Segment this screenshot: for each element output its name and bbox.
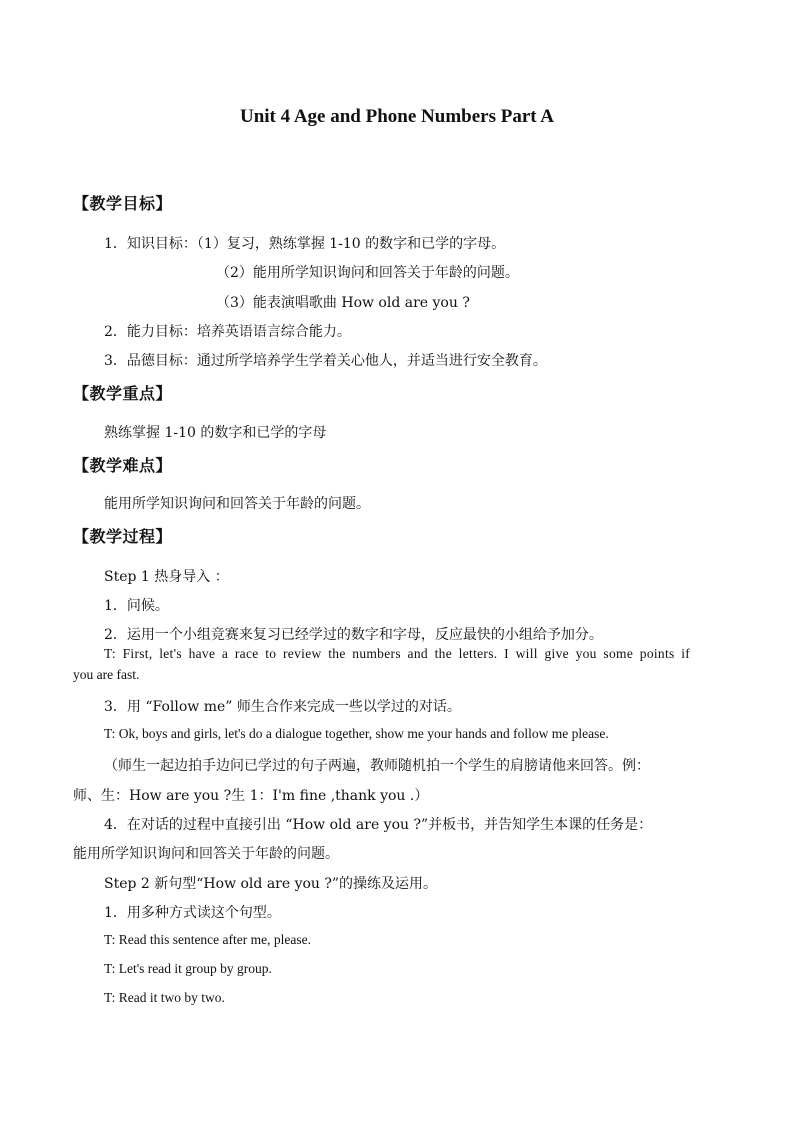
goal-line: 1．知识目标：（1）复习，熟练掌握 1-10 的数字和已学的字母。 [104,236,506,252]
process-line: 1．问候。 [104,598,169,614]
document-title: Unit 4 Age and Phone Numbers Part A [239,106,555,127]
heading-teaching-process: 【教学过程】 [73,527,173,546]
process-line: 师、生：How are you ?生 1：I'm fine ,thank you .） [73,788,429,804]
difficulties-text: 能用所学知识询问和回答关于年龄的问题。 [104,496,370,512]
process-line: 3．用 “Follow me” 师生合作来完成一些以学过的对话。 [104,699,461,715]
process-line: 能用所学知识询问和回答关于年龄的问题。 [73,846,339,862]
process-line: T: Let's read it group by group. [104,961,272,976]
process-line: 4．在对话的过程中直接引出 “How old are you ?”并板书，并告知学生本课的任务是： [104,817,653,833]
process-line: Step 2 新句型“How old are you ?”的操练及运用。 [104,876,438,892]
heading-key-points: 【教学重点】 [73,384,173,403]
key-points-text: 熟练掌握 1-10 的数字和已学的字母 [104,425,327,441]
goal-line: （2）能用所学知识询问和回答关于年龄的问题。 [216,265,519,281]
heading-difficulties: 【教学难点】 [73,456,173,475]
process-line: 2．运用一个小组竞赛来复习已经学过的数字和字母，反应最快的小组给予加分。 [104,627,603,643]
heading-teaching-goals: 【教学目标】 [73,194,173,213]
goal-line: 3．品德目标：通过所学培养学生学着关心他人，并适当进行安全教育。 [104,353,547,369]
goal-line: 2．能力目标：培养英语语言综合能力。 [104,324,351,340]
process-line: T: Ok, boys and girls, let's do a dialogue together, show me your hands and follow me please. [104,726,609,741]
process-line: 1．用多种方式读这个句型。 [104,905,281,921]
process-line: Step 1 热身导入 ： [104,569,229,585]
process-line: T: Read it two by two. [104,990,225,1005]
process-line: （师生一起边拍手边问已学过的句子两遍，教师随机拍一个学生的肩膀请他来回答。例： [104,758,650,774]
process-line: T: Read this sentence after me, please. [104,932,311,947]
goal-line: （3）能表演唱歌曲 How old are you ? [216,295,470,311]
process-line: T: First, let's have a race to review the numbers and the letters. I will give you some points if [104,646,691,661]
process-line: you are fast. [73,667,140,682]
